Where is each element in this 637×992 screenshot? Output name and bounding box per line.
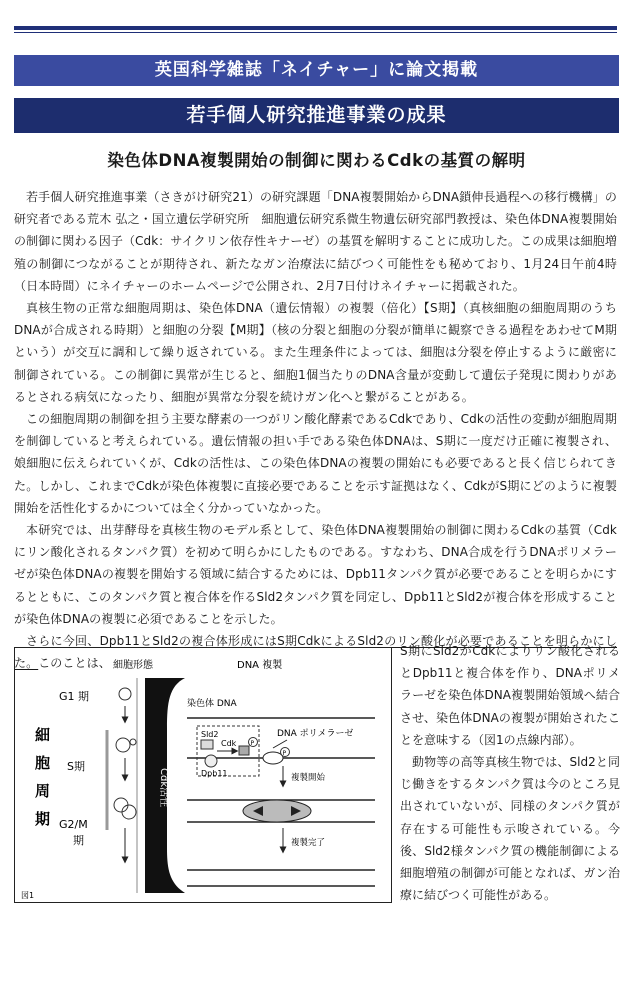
paragraph-2: 真核生物の正常な細胞周期は、染色体DNA（遺伝情報）の複製（倍化）【S期】（真核細胞の細胞周期のうちDNAが合成される時期）と細胞の分裂【M期】（核の分裂と細胞の分裂が簡単に観察できる過程をあわせてM期という）が交互に調和して繰り返されている。また生理条件によっては、細胞は分裂を停止するように厳密に制御されている。この制御に異常が生じると、細胞1個当たりのDNA含量が変動して遺伝子発現に関わりがあるとされる病気になったり、細胞が異常な分裂を続けガン化へと繋がることがある。 — [14, 301, 617, 404]
paragraph-3: この細胞周期の制御を担う主要な酵素の一つがリン酸化酵素であるCdkであり、Cdkの活性の変動が細胞周期を制御していると考えられている。遺伝情報の担い手である染色体DNAは、S期に一度だけ正確に複製され、娘細胞に伝えられていくが、Cdkの活性は、この染色体DNAの複製の開始にも必要であると長く信じられてきた。しかし、これまでCdkが染色体複製に直接必要であることを示す証拠はなく、CdkがS期にどのように複製開始を活性化するかについては全く分かっていなかった。 — [14, 412, 617, 515]
sld2-label: Sld2 — [201, 730, 219, 739]
side-paragraph-2: 動物等の高等真核生物では、Sld2と同じ働きをするタンパク質は今のところ見出されていないが、同様のタンパク質が存在する可能性も示唆されている。今後、Sld2様タンパク質の機能制御による細胞増殖の制御が可能となれば、ガン治療に結びつく可能性がある。 — [400, 755, 620, 903]
chromosome-dna-label: 染色体 DNA — [187, 699, 237, 709]
figure-1 — [14, 647, 392, 903]
magazine-banner: 英国科学雑誌「ネイチャー」に論文掲載 — [14, 55, 619, 86]
replication-start-label: 複製開始 — [291, 773, 326, 783]
dpb11-shape — [205, 755, 217, 767]
cdk-activity-label: Cdk活性 — [158, 768, 169, 808]
side-paragraph-1: S期にSld2がCdkによりリン酸化されるとDpb11と複合体を作り、DNAポリメラーゼを染色体DNA複製開始領域へ結合させ、染色体DNAの複製が開始されたことを意味する（図1の点線内部）。 — [400, 644, 620, 747]
cycle-char-3: 周 — [35, 782, 51, 800]
polymerase-shape — [263, 752, 283, 764]
cell-g2m-mother — [114, 798, 128, 812]
phospho-label-2: P — [282, 750, 287, 757]
top-rule-thin — [14, 32, 617, 33]
cell-g2m-daughter — [122, 805, 136, 819]
figure-number: 図1 — [21, 891, 35, 900]
paragraph-4: 本研究では、出芽酵母を真核生物のモデル系として、染色体DNA複製開始の制御に関わるCdkの基質（Cdkにリン酸化されるタンパク質）を初めて明らかにしたものである。すなわち、DNA合成を行うDNAポリメラーゼが染色体DNAの複製を開始する領域に結合するためには、Dpb11タンパク質が必要であることを明らかにするとともに、このタンパク質と複合体を作るSld2タンパク質を同定し、Dpb11とSld2が複合体を形成することが染色体DNAの複製に必須であることを示した。 — [14, 523, 617, 626]
phospho-label-1: P — [250, 740, 255, 747]
paragraph-5-tail: このことは、 — [38, 656, 111, 671]
article-body — [14, 186, 617, 674]
paragraph-5-lead: さらに今回、 — [26, 634, 100, 649]
sld2-box — [201, 740, 213, 749]
cdk-label: Cdk — [221, 739, 237, 748]
cycle-char-1: 細 — [35, 726, 51, 744]
figure-1-diagram — [15, 648, 393, 904]
article-title: 染色体DNA複製開始の制御に関わるCdkの基質の解明 — [107, 151, 526, 170]
phase-s-label: S期 — [67, 760, 85, 773]
cycle-char-4: 期 — [35, 810, 51, 828]
paragraph-5-emphasis: Dpb11とSld2の複合体形成にはS期CdkによるSld2のリン酸化が必要であることを明らかにした。 — [14, 634, 617, 671]
phase-g2m-label: G2/M — [59, 818, 88, 831]
side-column — [400, 640, 620, 906]
top-rule — [14, 26, 617, 30]
sld2-phospho-box — [239, 746, 249, 755]
cell-s-mother — [116, 738, 130, 752]
col-dna-label: DNA 複製 — [237, 660, 283, 671]
replication-complete-label: 複製完了 — [291, 838, 326, 848]
paragraph-1: 若手個人研究推進事業（さきがけ研究21）の研究課題「DNA複製開始からDNA鎖伸長過程への移行機構」の研究者である荒木 弘之・国立遺伝学研究所 細胞遺伝研究系微生物遺伝研究部門教授は、染色体DNA複製開始の制御に関わる因子（Cdk：サイクリン依存性キナーゼ）の基質を解明することに成功した。この成果は細胞増殖の制御につながることが期待され、新たなガン治療法に結びつく可能性をも秘めており、1月24日午前4時（日本時間）にネイチャーのホームページで公開され、2月7日付けネイチャーに掲載された。 — [14, 190, 617, 293]
col-cell-label: 細胞形態 — [113, 660, 153, 671]
phase-g1-label: G1 期 — [59, 690, 90, 703]
section-banner: 若手個人研究推進事業の成果 — [14, 98, 619, 133]
polymerase-pointer — [273, 740, 287, 748]
cycle-char-2: 胞 — [35, 754, 51, 772]
cell-s-bud — [130, 739, 136, 745]
dpb11-label: Dpb11 — [201, 769, 228, 778]
phase-g2m-label-2: 期 — [73, 834, 84, 847]
cell-g1 — [119, 688, 131, 700]
dna-polymerase-label: DNA ポリメラーゼ — [277, 729, 354, 739]
